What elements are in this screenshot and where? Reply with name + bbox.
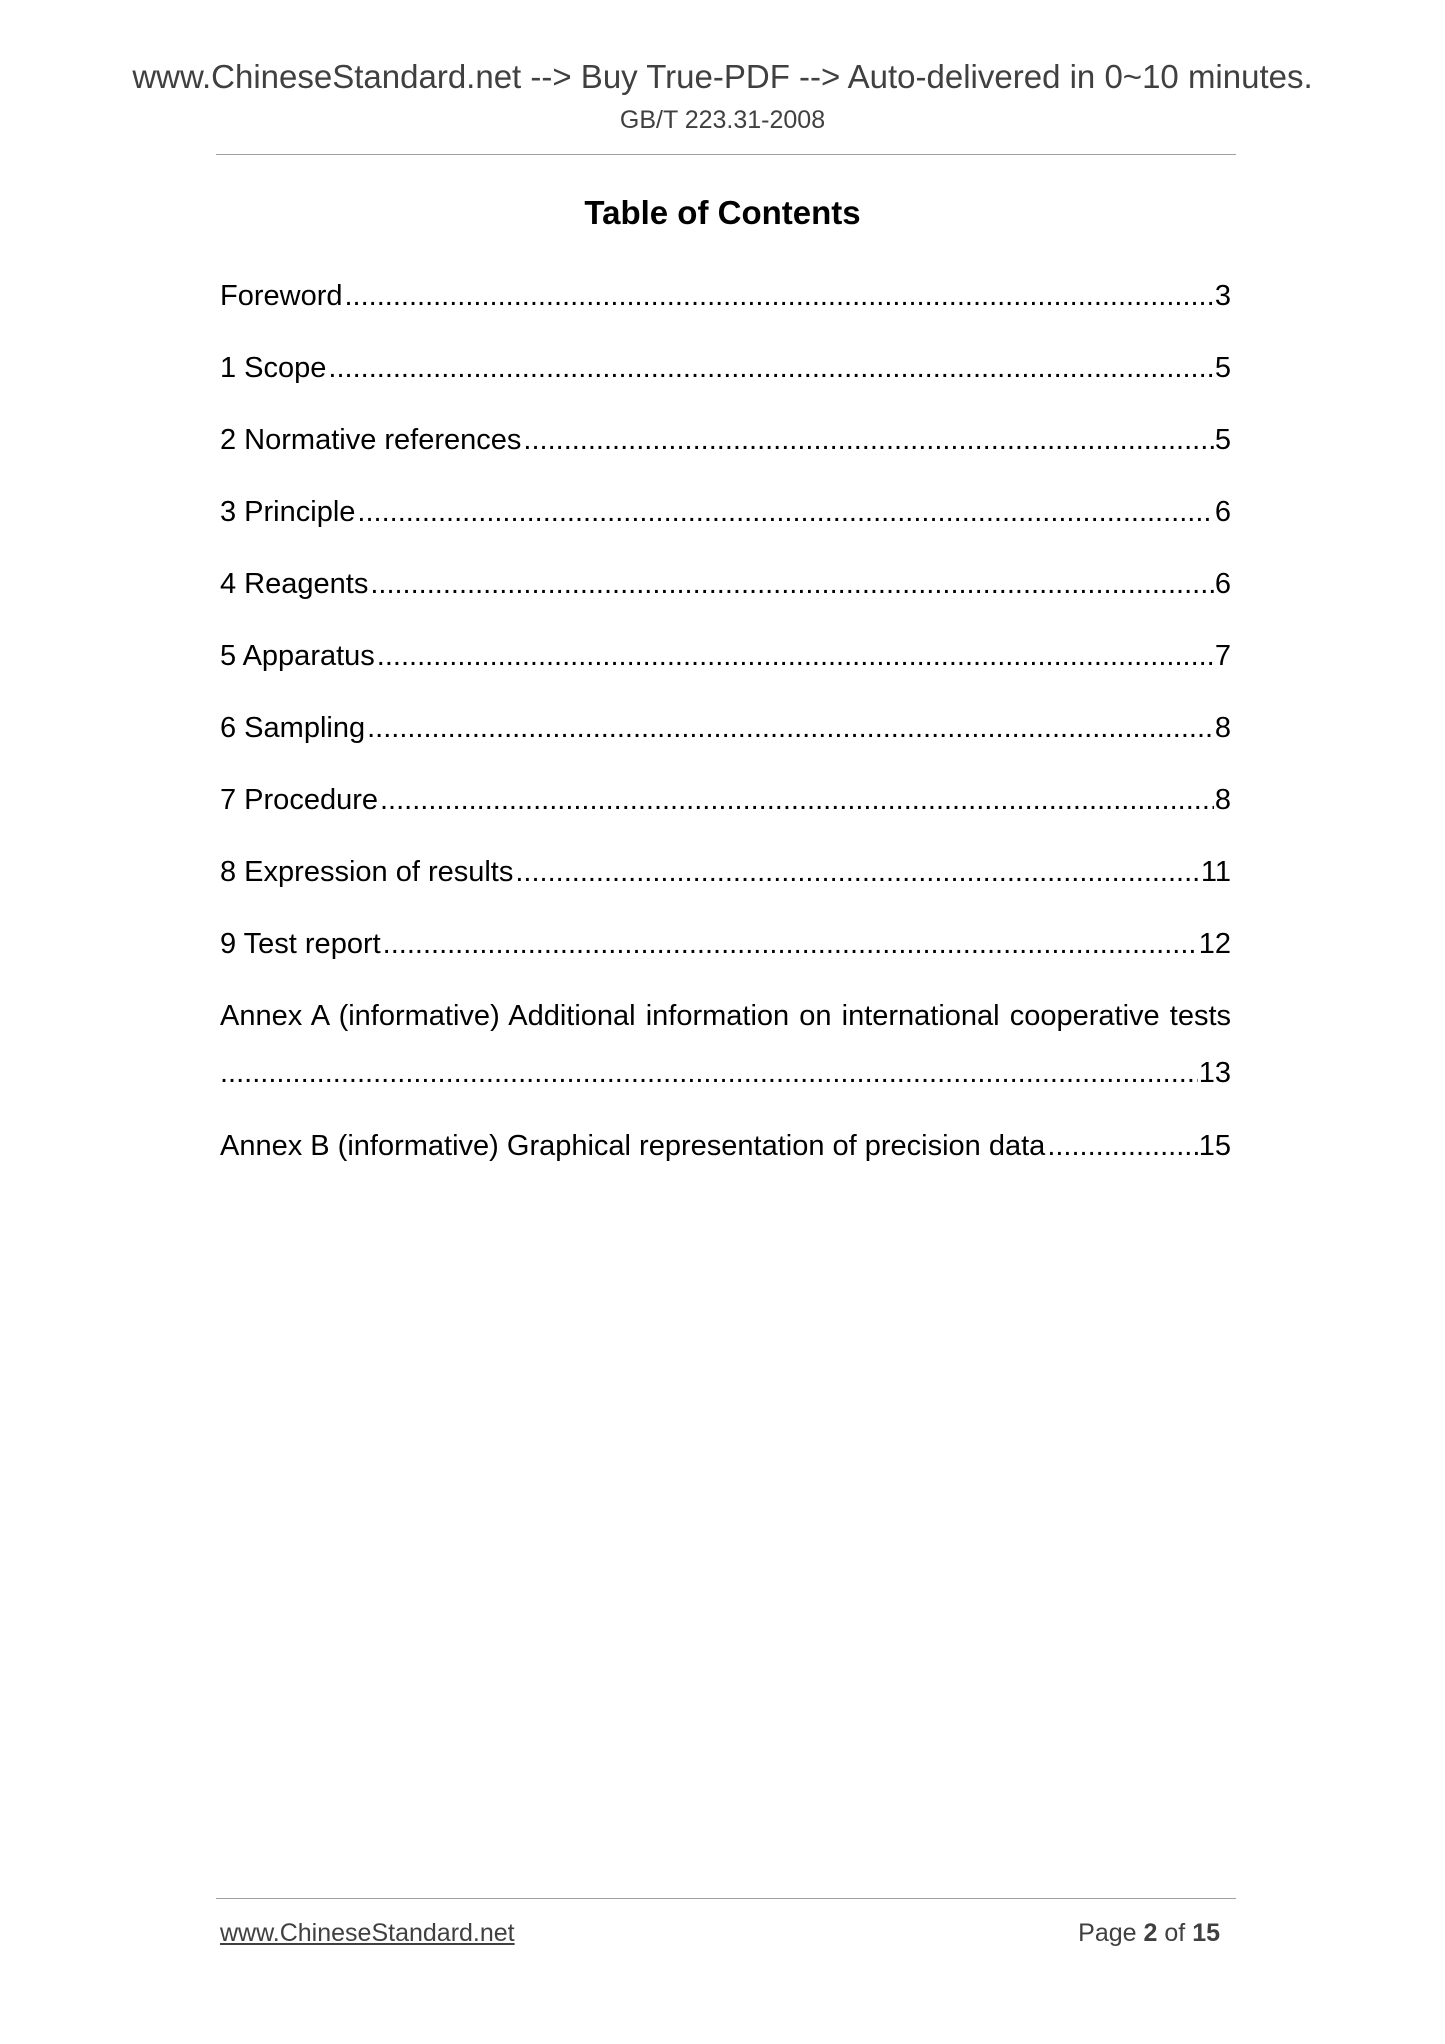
page-current: 2 bbox=[1143, 1919, 1158, 1947]
toc-leader bbox=[365, 708, 1214, 748]
footer-website-link[interactable]: www.ChineseStandard.net bbox=[220, 1919, 515, 1947]
table-of-contents bbox=[220, 276, 1231, 1198]
toc-entry-sampling[interactable] bbox=[220, 708, 1231, 780]
toc-entry-page: 3 bbox=[1214, 280, 1231, 312]
toc-entry-label: 7 Procedure bbox=[220, 784, 378, 816]
toc-entry-page: 15 bbox=[1198, 1130, 1231, 1162]
toc-leader bbox=[513, 852, 1200, 892]
toc-entry-page: 12 bbox=[1198, 928, 1231, 960]
toc-leader bbox=[521, 420, 1213, 460]
toc-entry-page: 5 bbox=[1214, 352, 1231, 384]
toc-entry-expression-of-results[interactable] bbox=[220, 852, 1231, 924]
toc-entry-page: 8 bbox=[1214, 784, 1231, 816]
toc-entry-normative-references[interactable] bbox=[220, 420, 1231, 492]
toc-entry-label: 8 Expression of results bbox=[220, 856, 514, 888]
toc-entry-label: 9 Test report bbox=[220, 928, 381, 960]
toc-leader bbox=[343, 276, 1214, 316]
footer-divider bbox=[216, 1898, 1236, 1899]
toc-entry-page: 13 bbox=[1198, 1057, 1231, 1089]
toc-entry-page: 11 bbox=[1200, 856, 1231, 888]
toc-entry-label: 5 Apparatus bbox=[220, 640, 375, 672]
toc-entry-apparatus[interactable] bbox=[220, 636, 1231, 708]
toc-leader bbox=[1045, 1126, 1197, 1166]
toc-leader bbox=[368, 564, 1214, 604]
toc-entry-page: 6 bbox=[1214, 496, 1231, 528]
page-of: of bbox=[1164, 1919, 1186, 1947]
toc-entry-annex-a[interactable] bbox=[220, 996, 1231, 1126]
toc-entry-label: 6 Sampling bbox=[220, 712, 366, 744]
toc-entry-procedure[interactable] bbox=[220, 780, 1231, 852]
toc-entry-annex-b[interactable] bbox=[220, 1126, 1231, 1198]
toc-entry-page: 5 bbox=[1214, 424, 1231, 456]
toc-entry-page: 7 bbox=[1214, 640, 1231, 672]
page-indicator bbox=[1078, 1919, 1220, 1948]
toc-leader bbox=[220, 1053, 1198, 1093]
toc-entry-label: 4 Reagents bbox=[220, 568, 369, 600]
page-total: 15 bbox=[1192, 1919, 1220, 1947]
page-prefix: Page bbox=[1078, 1919, 1137, 1947]
toc-entry-label: Foreword bbox=[220, 280, 343, 312]
toc-entry-page: 8 bbox=[1214, 712, 1231, 744]
toc-leader bbox=[375, 636, 1214, 676]
toc-entry-page: 6 bbox=[1214, 568, 1231, 600]
toc-leader bbox=[355, 492, 1213, 532]
toc-entry-label: Annex B (informative) Graphical representation of precision data bbox=[220, 1130, 1046, 1162]
toc-entry-label: 1 Scope bbox=[220, 352, 327, 384]
toc-entry-principle[interactable] bbox=[220, 492, 1231, 564]
toc-entry-label: 3 Principle bbox=[220, 496, 356, 528]
toc-entry-reagents[interactable] bbox=[220, 564, 1231, 636]
toc-entry-foreword[interactable] bbox=[220, 276, 1231, 348]
header-banner: www.ChineseStandard.net --> Buy True-PDF --> Auto-delivered in 0~10 minutes. bbox=[132, 58, 1313, 95]
toc-leader bbox=[381, 924, 1198, 964]
toc-entry-scope[interactable] bbox=[220, 348, 1231, 420]
header-divider bbox=[216, 154, 1236, 155]
toc-title: Table of Contents bbox=[584, 194, 861, 231]
standard-code: GB/T 223.31-2008 bbox=[619, 106, 826, 134]
toc-leader bbox=[378, 780, 1214, 820]
toc-leader bbox=[326, 348, 1213, 388]
toc-entry-test-report[interactable] bbox=[220, 924, 1231, 996]
toc-entry-label: 2 Normative references bbox=[220, 424, 522, 456]
toc-entry-label: Annex A (informative) Additional information on international cooperative tests bbox=[220, 1000, 1231, 1032]
